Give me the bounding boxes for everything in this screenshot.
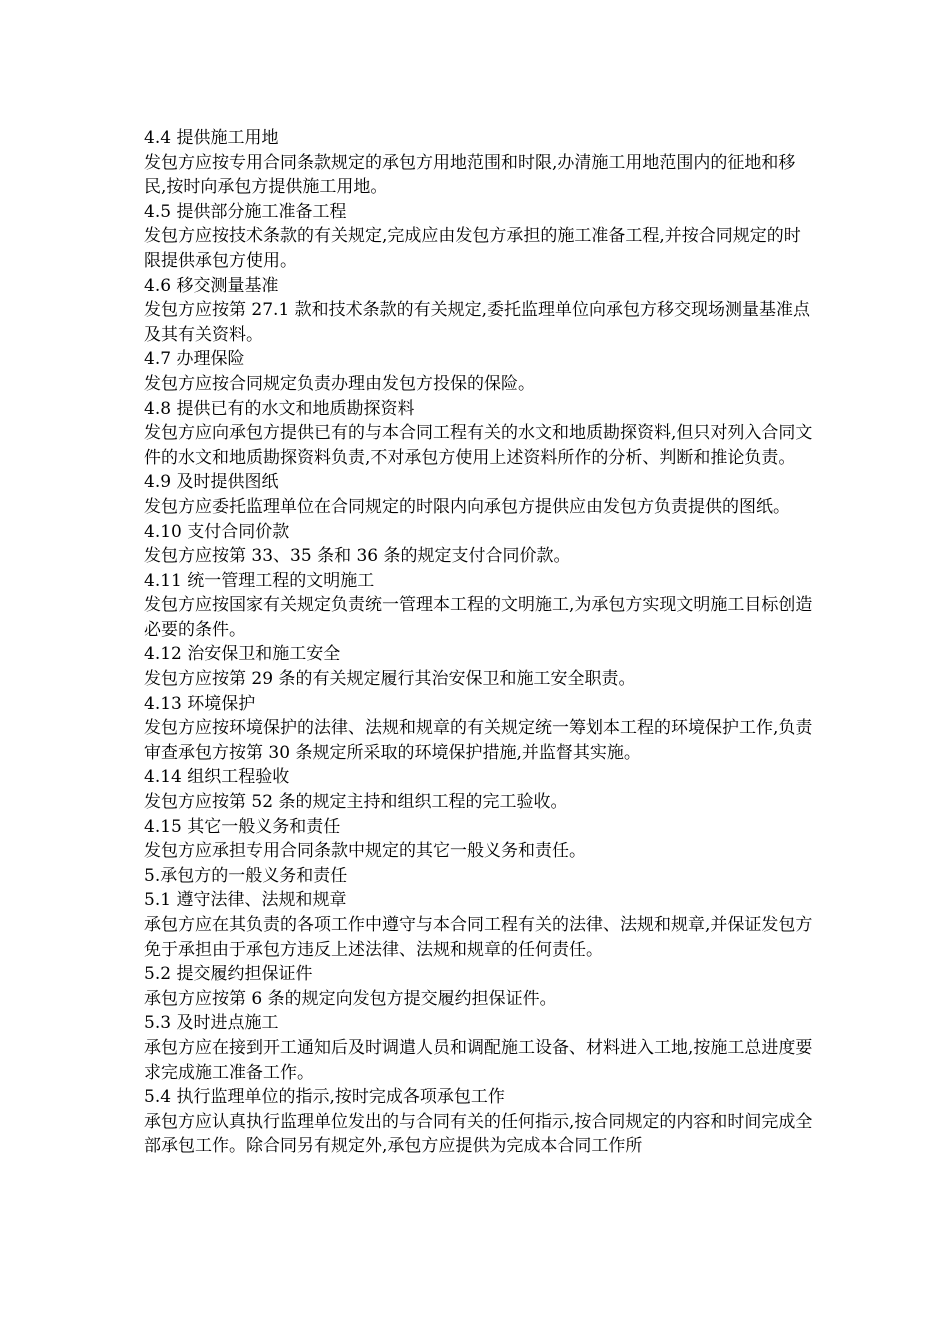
section-heading: 4.13 环境保护: [144, 693, 256, 714]
section-body: 发包方应按第 33、35 条和 36 条的规定支付合同价款。: [144, 546, 571, 567]
chapter-heading: 5.承包方的一般义务和责任: [144, 865, 348, 886]
section-heading: 4.7 办理保险: [144, 349, 245, 370]
section-heading: 4.15 其它一般义务和责任: [144, 816, 341, 837]
section-4-11: [144, 569, 816, 643]
section-body: 承包方应按第 6 条的规定向发包方提交履约担保证件。: [144, 988, 557, 1009]
section-body: 承包方应在接到开工通知后及时调遣人员和调配施工设备、材料进入工地,按施工总进度要求完成施工准备工作。: [144, 1037, 813, 1083]
section-4-13: [144, 692, 816, 766]
section-5: [144, 864, 816, 889]
section-4-4: [144, 126, 816, 200]
section-heading: 4.9 及时提供图纸: [144, 472, 279, 493]
section-4-8: [144, 397, 816, 471]
section-body: 发包方应按第 27.1 款和技术条款的有关规定,委托监理单位向承包方移交现场测量基准点及其有关资料。: [144, 300, 811, 345]
section-4-6: [144, 274, 816, 348]
section-heading: 5.1 遵守法律、法规和规章: [144, 890, 347, 911]
section-body: 发包方应按环境保护的法律、法规和规章的有关规定统一筹划本工程的环境保护工作,负责审查承包方按第 30 条规定所采取的环境保护措施,并监督其实施。: [144, 718, 813, 763]
section-heading: 4.5 提供部分施工准备工程: [144, 201, 347, 222]
section-4-7: [144, 347, 816, 396]
section-body: 发包方应按合同规定负责办理由发包方投保的保险。: [144, 373, 535, 394]
section-body: 发包方应承担专用合同条款中规定的其它一般义务和责任。: [144, 841, 586, 862]
section-heading: 4.12 治安保卫和施工安全: [144, 644, 341, 665]
section-4-14: [144, 765, 816, 814]
section-body: 承包方应认真执行监理单位发出的与合同有关的任何指示,按合同规定的内容和时间完成全部承包工作。除合同另有规定外,承包方应提供为完成本合同工作所: [144, 1111, 813, 1157]
section-4-10: [144, 520, 816, 569]
section-heading: 4.6 移交测量基准: [144, 275, 279, 296]
section-5-1: [144, 888, 816, 962]
section-heading: 4.14 组织工程验收: [144, 767, 290, 788]
section-body: 发包方应向承包方提供已有的与本合同工程有关的水文和地质勘探资料,但只对列入合同文件的水文和地质勘探资料负责,不对承包方使用上述资料所作的分析、判断和推论负责。: [144, 423, 813, 468]
section-body: 发包方应按第 52 条的规定主持和组织工程的完工验收。: [144, 792, 568, 813]
section-heading: 4.8 提供已有的水文和地质勘探资料: [144, 398, 415, 419]
section-4-12: [144, 642, 816, 691]
section-heading: 4.11 统一管理工程的文明施工: [144, 570, 375, 591]
section-heading: 4.4 提供施工用地: [144, 128, 279, 148]
section-body: 承包方应在其负责的各项工作中遵守与本合同工程有关的法律、法规和规章,并保证发包方免于承担由于承包方违反上述法律、法规和规章的任何责任。: [144, 915, 813, 960]
section-heading: 5.2 提交履约担保证件: [144, 964, 313, 985]
section-5-4: [144, 1085, 816, 1159]
section-body: 发包方应按专用合同条款规定的承包方用地范围和时限,办清施工用地范围内的征地和移民,按时向承包方提供施工用地。: [144, 152, 796, 198]
section-heading: 4.10 支付合同价款: [144, 521, 290, 542]
section-body: 发包方应委托监理单位在合同规定的时限内向承包方提供应由发包方负责提供的图纸。: [144, 496, 790, 517]
section-5-3: [144, 1011, 816, 1085]
section-4-5: [144, 200, 816, 274]
document-page: [144, 126, 816, 1159]
section-heading: 5.3 及时进点施工: [144, 1013, 279, 1034]
section-body: 发包方应按技术条款的有关规定,完成应由发包方承担的施工准备工程,并按合同规定的时限提供承包方使用。: [144, 226, 801, 271]
section-body: 发包方应按国家有关规定负责统一管理本工程的文明施工,为承包方实现文明施工目标创造必要的条件。: [144, 595, 813, 640]
section-body: 发包方应按第 29 条的有关规定履行其治安保卫和施工安全职责。: [144, 669, 636, 690]
section-4-15: [144, 815, 816, 864]
section-5-2: [144, 962, 816, 1011]
section-4-9: [144, 470, 816, 519]
section-heading: 5.4 执行监理单位的指示,按时完成各项承包工作: [144, 1087, 505, 1108]
